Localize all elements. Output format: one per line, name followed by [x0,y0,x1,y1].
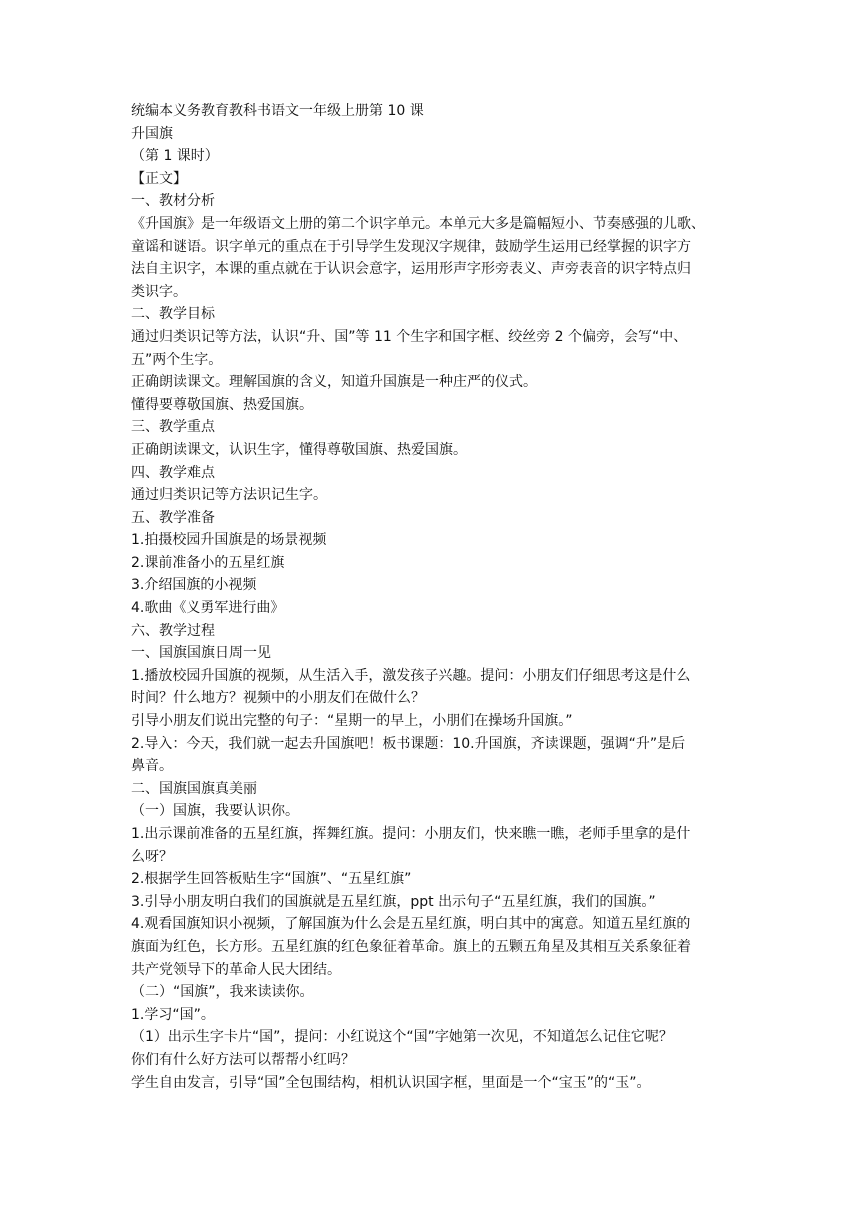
doc-header: 统编本义务教育教科书语文一年级上册第 10 课 [131,103,424,119]
text-line: 学生自由发言，引导“国”全包围结构，相机认识国字框，里面是一个“宝玉”的“玉”。 [131,1074,651,1091]
text-line: 《升国旗》是一年级语文上册的第二个识字单元。本单元大多是篇幅短小、节奏感强的儿歌、 [131,215,705,232]
text-line: 五”两个生字。 [131,351,223,368]
text-line: 懂得要尊敬国旗、热爱国旗。 [131,396,313,413]
text-line: 3.引导小朋友明白我们的国旗就是五星红旗，ppt 出示句子“五星红旗，我们的国旗。” [131,893,656,910]
text-line: 2.导入：今天，我们就一起去升国旗吧！板书课题：10.升国旗，齐读课题，强调“升”是后 [131,735,686,752]
text-line: 鼻音。 [131,758,173,775]
lesson-period: （第 1 课时） [131,148,219,165]
text-line: 你们有什么好方法可以帮帮小红吗？ [131,1051,355,1068]
text-line: 1.播放校园升国旗的视频，从生活入手，激发孩子兴趣。提问：小朋友们仔细思考这是什么 [131,667,691,684]
text-line: 么呀？ [131,848,173,865]
section-heading: 三、教学重点 [131,419,215,436]
text-line: 正确朗读课文，认识生字，懂得尊敬国旗、热爱国旗。 [131,441,467,458]
text-marker: 【正文】 [131,170,187,187]
subsection-heading: 一、国旗国旗日周一见 [131,645,271,662]
section-heading: 五、教学准备 [131,509,215,526]
text-line: 正确朗读课文。理解国旗的含义，知道升国旗是一种庄严的仪式。 [131,374,537,391]
text-line: （1）出示生字卡片“国”，提问：小红说这个“国”字她第一次见，不知道怎么记住它呢？ [131,1029,673,1046]
section-heading: 二、教学目标 [131,306,215,323]
text-line: 通过归类识记等方法识记生字。 [131,487,327,504]
text-line: 类识字。 [131,283,187,300]
subsection-heading: 二、国旗国旗真美丽 [131,780,257,797]
text-line: 通过归类识记等方法，认识“升、国”等 11 个生字和国字框、绞丝旁 2 个偏旁，会写“中、 [131,328,688,345]
list-item: 1.拍摄校园升国旗是的场景视频 [131,532,327,549]
document-body [131,100,737,1094]
text-line: 时间？什么地方？视频中的小朋友们在做什么？ [131,690,425,707]
text-line: 引导小朋友们说出完整的句子：“星期一的早上，小朋们在操场升国旗。” [131,713,573,730]
text-line: 童谣和谜语。识字单元的重点在于引导学生发现汉字规律，鼓励学生运用已经掌握的识字方 [131,238,691,255]
section-heading: 六、教学过程 [131,622,215,639]
text-line: 旗面为红色，长方形。五星红旗的红色象征着革命。旗上的五颗五角星及其相互关系象征着 [131,938,691,955]
list-item: 3.介绍国旗的小视频 [131,577,257,594]
list-item: 2.课前准备小的五星红旗 [131,554,285,571]
text-line: 法自主识字，本课的重点就在于认识会意字，运用形声字形旁表义、声旁表音的识字特点归 [131,261,691,278]
text-line: 1.学习“国”。 [131,1006,215,1023]
text-line: 2.根据学生回答板贴生字“国旗”、“五星红旗” [131,871,412,888]
section-heading: 四、教学难点 [131,464,215,481]
text-line: 共产党领导下的革命人民大团结。 [131,961,341,978]
text-line: 4.观看国旗知识小视频，了解国旗为什么会是五星红旗，明白其中的寓意。知道五星红旗的 [131,916,691,933]
lesson-title: 升国旗 [131,125,173,142]
subsection-heading: （二）“国旗”，我来读读你。 [131,984,314,1001]
text-line: 1.出示课前准备的五星红旗，挥舞红旗。提问：小朋友们，快来瞧一瞧，老师手里拿的是什 [131,826,691,842]
subsection-heading: （一）国旗，我要认识你。 [131,803,299,820]
section-heading: 一、教材分析 [131,193,215,210]
list-item: 4.歌曲《义勇军进行曲》 [131,600,285,617]
